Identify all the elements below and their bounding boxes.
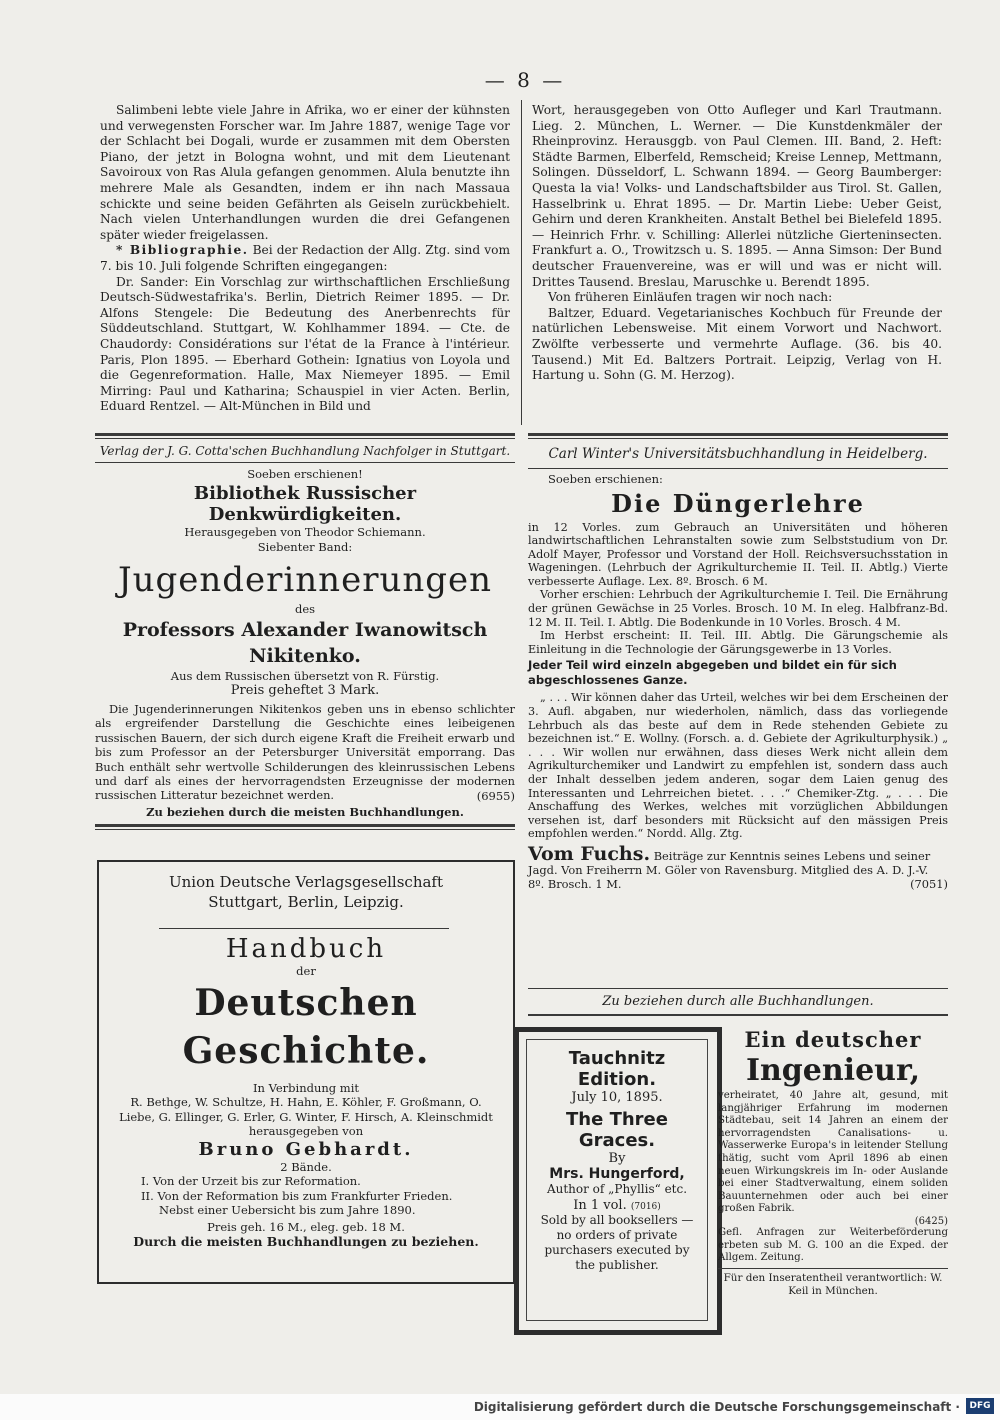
column-divider — [521, 100, 522, 425]
ingenieur-title-2: Ingenieur, — [745, 1053, 921, 1088]
tauchnitz-author: Mrs. Hungerford, — [549, 1166, 685, 1182]
cotta-bottom-rule — [95, 824, 515, 827]
cotta-translator: Aus dem Russischen übersetzt von R. Fürstig. — [170, 668, 440, 683]
bibliography-list: Dr. Sander: Ein Vorschlag zur wirthschaftlichen Erschließung Deutsch-Südwestafrika's. Berlin, Dietrich Reimer 1895. — Dr. Alfons Stengele: Die Bedeutung des Anerbenrechts für Süddeutschland. Stuttgart, W. Kohlhammer 1894. — Cte. de Chaudordy: Considérations sur l'état de la France à l'intérieur. Paris, Plon 1895. — Eberhard Gothein: Ignatius von Loyola und die Gegenreformation. Halle, Max Niemeyer 1895. — Emil Mirring: Paul und Katharina; Schauspiel in vier Acten. Berlin, Eduard Rentzel. — Alt-München in Bild und — [100, 274, 510, 414]
cotta-price: Preis geheftet 3 Mark. — [230, 683, 380, 698]
winter-footer: Zu beziehen durch alle Buchhandlungen. — [602, 994, 874, 1009]
right-column — [532, 103, 942, 384]
cotta-advertisement — [95, 444, 515, 824]
union-footer: Durch die meisten Buchhandlungen zu beziehen. — [133, 1234, 479, 1249]
section-rule-left-thin — [95, 438, 515, 439]
left-column — [100, 103, 510, 415]
cotta-number: (6955) — [476, 788, 515, 803]
union-publisher: Union Deutsche Verlagsgesellschaft Stuttgart, Berlin, Leipzig. — [168, 873, 444, 911]
winter-body-2: Vorher erschien: Lehrbuch der Agrikulturchemie I. Teil. Die Ernährung der grünen Gewächse in 25 Vorles. Brosch. 10 M. In eleg. Halbfranz-Bd. 12 M. II. Teil. I. Abtlg. Die Bodenkunde in 10 Vorles. Brosch. 4 M. — [528, 588, 948, 629]
section-rule-left — [95, 433, 515, 436]
winter-body-1: in 12 Vorles. zum Gebrauch an Universitäten und höheren landwirtschaftlichen Lehranstalten sowie zum Selbststudium von Dr. Adolf Mayer, Professor und Vorstand der Holl. Reichsversuchsstation in Wageningen. (Lehrbuch der Agrikulturchemie II. Teil. II. Abtlg.) Vierte verbesserte Auflage. Lex. 8º. Brosch. 6 M. — [528, 520, 948, 588]
cotta-editor: Herausgegeben von Theodor Schiemann. — [184, 525, 426, 539]
winter-review: „ . . . Wir können daher das Urteil, welches wir bei dem Erscheinen der 3. Aufl. abgaben, nur wiederholen, nämlich, dass das vorliegende Lehrbuch als das beste auf dem in Rede stehenden Gebiete zu bezeichnen ist.“ E. Wollny. (Forsch. a. d. Gebiete der Agrikulturphysik.) „ . . . Wir wollen nur erwähnen, dass dieses Werk nicht allein dem Agrikulturchemiker und Landwirt zu empfehlen ist, sondern dass auch der Inhalt desselben jedem anderen, sogar dem Laien genug des Interessanten und Lehrreichen bietet. . . .“ Chemiker-Ztg. „ . . . Die Anschaffung des Werkes, welches mit vorzüglichen Abbildungen versehen ist, darf besonders mit Rücksicht auf den mässigen Preis empfohlen werden.“ Nordd. Allg. Ztg. — [528, 691, 948, 841]
fuchs-text: Beiträge zur Kenntnis seines Lebens und seiner Jagd. Von Freiherrn M. Göler von Ravensburg. Mitglied des A. D. J.-V. 8º. Brosch. 1 M. — [528, 848, 931, 891]
cotta-author: Professors Alexander Iwanowitsch Nikitenko. — [122, 618, 488, 667]
cotta-publisher: Verlag der J. G. Cotta'schen Buchhandlung Nachfolger in Stuttgart. — [99, 444, 511, 458]
cotta-series: Bibliothek Russischer Denkwürdigkeiten. — [193, 483, 417, 525]
ingenieur-number: (6425) — [914, 1215, 948, 1227]
later-entries-note: Von früheren Einläufen tragen wir noch nach: — [548, 290, 833, 305]
cotta-volume: Siebenter Band: — [257, 539, 353, 554]
ingenieur-contact: Gefl. Anfragen zur Weiterbeförderung erbeten sub M. G. 100 an die Exped. der Allgem. Zeitung. — [718, 1226, 948, 1264]
section-rule-right — [528, 433, 948, 436]
fuchs-block — [528, 842, 948, 891]
tauchnitz-sold: Sold by all booksellers — no orders of private purchasers executed by the publisher. — [540, 1213, 694, 1272]
union-with: In Verbindung mit — [253, 1080, 359, 1095]
tauchnitz-date: July 10, 1895. — [571, 1090, 663, 1105]
bibliography-heading: * Bibliographie. — [116, 243, 249, 258]
digitization-footer — [0, 1394, 1000, 1420]
tauchnitz-book: The Three Graces. — [566, 1109, 668, 1151]
union-editor: Bruno Gebhardt. — [198, 1138, 414, 1160]
tauchnitz-advertisement — [514, 1027, 722, 1335]
winter-body-3: Im Herbst erscheint: II. Teil. III. Abtlg. Die Gärungschemie als Einleitung in die Technologie der Gärungsgewerbe in 13 Vorles. — [528, 629, 948, 656]
bibliography-continued: Wort, herausgegeben von Otto Aufleger und Karl Trautmann. Lieg. 2. München, L. Werner. — Die Kunstdenkmäler der Rheinprovinz. Herausggb. von Paul Clemen. III. Band, 2. Heft: Städte Barmen, Elberfeld, Remscheid; Kreise Lennep, Mettmann, Solingen. Düsseldorf, L. Schwann 1894. — Georg Baumberger: Questa la via! Volks- und Landschaftsbilder aus Tirol. St. Gallen, Hasselbrink u. Ehrat 1895. — Dr. Martin Liebe: Ueber Geist, Gehirn und deren Krankheiten. Anstalt Bethel bei Bielefeld 1895. — Heinrich Frhr. v. Schilling: Allerlei nützliche Gierteninsecten. Frankfurt a. O., Trowitzsch u. S. 1895. — Anna Simson: Der Bund deutscher Frauenvereine, was er will und was er nicht will. Drittes Tausend. Breslau, Maruschke u. Berendt 1895. — [532, 103, 942, 289]
union-vol2: II. Von der Reformation bis zum Frankfurter Frieden. — [141, 1188, 453, 1203]
footer-text: Digitalisierung gefördert durch die Deutsche Forschungsgemeinschaft · — [473, 1400, 960, 1414]
winter-bold-line: Jeder Teil wird einzeln abgegeben und bildet ein für sich abgeschlossenes Ganze. — [528, 658, 897, 687]
union-price: Preis geh. 16 M., eleg. geb. 18 M. — [207, 1219, 405, 1234]
tauchnitz-vol-text: In 1 vol. — [573, 1198, 627, 1213]
union-volumes: 2 Bände. — [280, 1159, 332, 1174]
ingenieur-advertisement — [718, 1027, 948, 1317]
union-vol1: I. Von der Urzeit bis zur Reformation. — [141, 1174, 361, 1188]
dfg-logo: DFG — [966, 1398, 994, 1414]
winter-advertisement — [528, 446, 948, 986]
section-rule-right-thin — [528, 438, 948, 439]
winter-publisher: Carl Winter's Universitätsbuchhandlung in Heidelberg. — [548, 446, 928, 462]
ingenieur-responsible: Für den Inseratentheil verantwortlich: W. Keil in München. — [723, 1271, 943, 1297]
union-der: der — [296, 964, 316, 978]
tauchnitz-number: (7016) — [630, 1202, 661, 1212]
union-advertisement — [97, 860, 515, 1284]
fuchs-title: Vom Fuchs. — [528, 842, 651, 865]
tauchnitz-author-of: Author of „Phyllis“ etc. — [546, 1182, 688, 1196]
winter-footer-rule-2 — [528, 1014, 948, 1016]
union-contributors: R. Bethge, W. Schultze, H. Hahn, E. Köhler, F. Großmann, O. Liebe, G. Ellinger, G. Erler, G. Winter, F. Hirsch, A. Kleinschmidt — [119, 1095, 493, 1124]
union-title-2: Deutschen Geschichte. — [182, 981, 430, 1072]
winter-footer-rule — [528, 988, 948, 989]
union-herausg: herausgegeben von — [248, 1124, 364, 1138]
cotta-des: des — [294, 602, 316, 616]
cotta-bottom-rule-thin — [95, 829, 515, 830]
cotta-title: Jugenderinnerungen — [117, 560, 493, 600]
cotta-announce: Soeben erschienen! — [247, 466, 363, 481]
union-title-1: Handbuch — [225, 934, 387, 964]
cotta-footer: Zu beziehen durch die meisten Buchhandlungen. — [146, 804, 464, 819]
tauchnitz-title: Tauchnitz Edition. — [568, 1048, 666, 1090]
union-vol2b: Nebst einer Uebersicht bis zum Jahre 1890. — [159, 1203, 416, 1217]
article-paragraph: Salimbeni lebte viele Jahre in Afrika, wo er einer der kühnsten und verwegensten Forscher war. Im Jahre 1887, wenige Tage vor der Schlacht bei Dogali, wurde er zusammen mit dem Obersten Piano, der jetzt in Bologna wohnt, und mit dem Lieutenant Savoiroux von Ras Alula gefangen genommen. Alula benutzte ihn mehrere Male als Gesandten, indem er ihn nach Massaua schickte und seine beiden Gefährten als Geiseln zurückbehielt. Nach vielen Unterhandlungen wurden die drei Gefangenen später wieder freigelassen. — [100, 103, 510, 242]
winter-announce: Soeben erschienen: — [548, 472, 663, 486]
cotta-body: Die Jugenderinnerungen Nikitenkos geben uns in ebenso schlichter als ergreifender Darstellung die Geschichte eines leibeigenen russischen Bauern, der sich durch eigene Kraft die Freiheit erwarb und bis zum Professor an der Petersburger Universität emporrang. Das Buch enthält sehr wertvolle Schilderungen des kleinrussischen Lebens und darf als eines der hervorragendsten Erzeugnisse der modernen russischen Litteratur bezeichnet werden. — [95, 702, 515, 803]
tauchnitz-vol — [527, 1198, 707, 1213]
tauchnitz-inner-frame — [526, 1039, 708, 1321]
winter-title: Die Düngerlehre — [611, 488, 865, 518]
fuchs-number: (7051) — [910, 876, 948, 891]
page-number: — 8 — — [484, 68, 566, 92]
tauchnitz-by: By — [608, 1151, 626, 1166]
bibliography-intro: Bei der Redaction der Allg. Ztg. sind vom 7. bis 10. Juli folgende Schriften eingegangen: — [100, 243, 511, 273]
ingenieur-title-1: Ein deutscher — [744, 1027, 922, 1052]
later-entry: Baltzer, Eduard. Vegetarianisches Kochbuch für Freunde der natürlichen Lebensweise. Mit einem Vorwort und Nachwort. Zwölfte verbesserte und vermehrte Auflage. (36. bis 40. Tausend.) Mit Ed. Baltzers Portrait. Leipzig, Verlag von H. Hartung u. Sohn (G. M. Herzog). — [532, 305, 942, 383]
ingenieur-body: verheiratet, 40 Jahre alt, gesund, mit langjähriger Erfahrung im modernen Städtebau, seit 14 Jahren an einem der hervorragendsten Canalisations- u. Wasserwerke Europa's in leitender Stellung thätig, sucht vom April 1896 ab einen neuen Wirkungskreis im In- oder Auslande bei einer Stadtverwaltung, einem soliden Bauunternehmen oder auch bei einer großen Fabrik. — [718, 1090, 948, 1215]
